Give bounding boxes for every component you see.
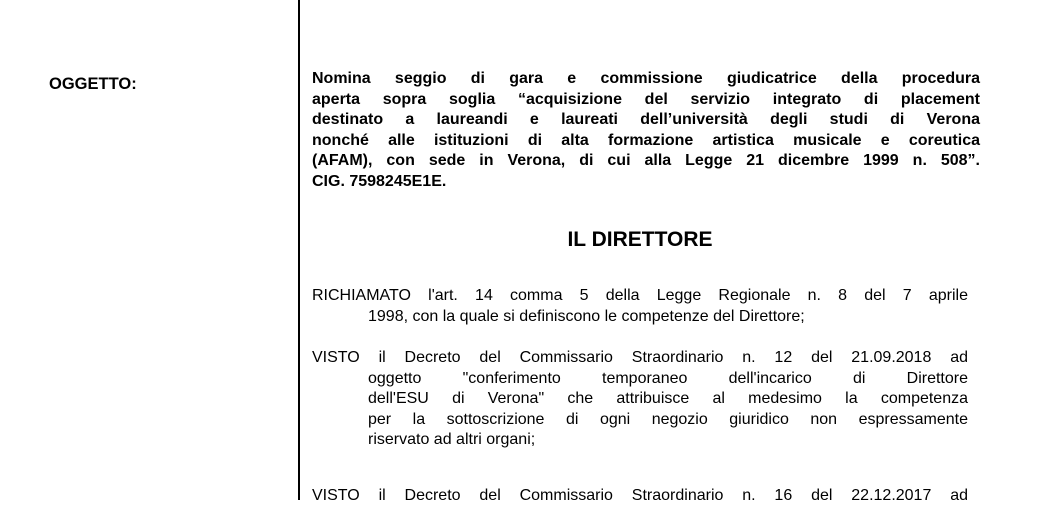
paragraph-line: RICHIAMATO l'art. 14 comma 5 della Legge Regionale n. 8 del 7 aprile — [312, 287, 968, 304]
subject-line: (AFAM), con sede in Verona, di cui alla Legge 21 dicembre 1999 n. 508”. — [312, 152, 980, 169]
paragraph-line: VISTO il Decreto del Commissario Straordinario n. 12 del 21.09.2018 ad — [312, 349, 968, 366]
subject-line: CIG. 7598245E1E. — [312, 172, 447, 190]
subject-line: nonché alle istituzioni di alta formazione artistica musicale e coreutica — [312, 131, 980, 149]
paragraph-line: per la sottoscrizione di ogni negozio giuridico non espressamente — [368, 410, 968, 428]
subject-line: destinato a laureandi e laureati dell’università degli studi di Verona — [312, 111, 980, 128]
subject-line: aperta sopra soglia “acquisizione del servizio integrato di placement — [312, 90, 980, 108]
paragraph-richiamato — [312, 286, 968, 327]
paragraph-line: oggetto "conferimento temporaneo dell'incarico di Direttore — [368, 369, 968, 387]
paragraph-visto-1 — [312, 348, 968, 451]
paragraph-line: dell'ESU di Verona" che attribuisce al medesimo la competenza — [368, 390, 968, 407]
subject-label: OGGETTO: — [49, 75, 137, 93]
subject-line: Nomina seggio di gara e commissione giudicatrice della procedura — [312, 70, 980, 87]
paragraph-line: riservato ad altri organi; — [368, 431, 536, 448]
section-heading: IL DIRETTORE — [567, 228, 713, 251]
paragraph-line: VISTO il Decreto del Commissario Straordinario n. 16 del 22.12.2017 ad — [312, 487, 968, 504]
paragraph-line: 1998, con la quale si definiscono le competenze del Direttore; — [368, 307, 805, 325]
subject-text — [312, 69, 980, 192]
paragraph-visto-2 — [312, 486, 968, 507]
